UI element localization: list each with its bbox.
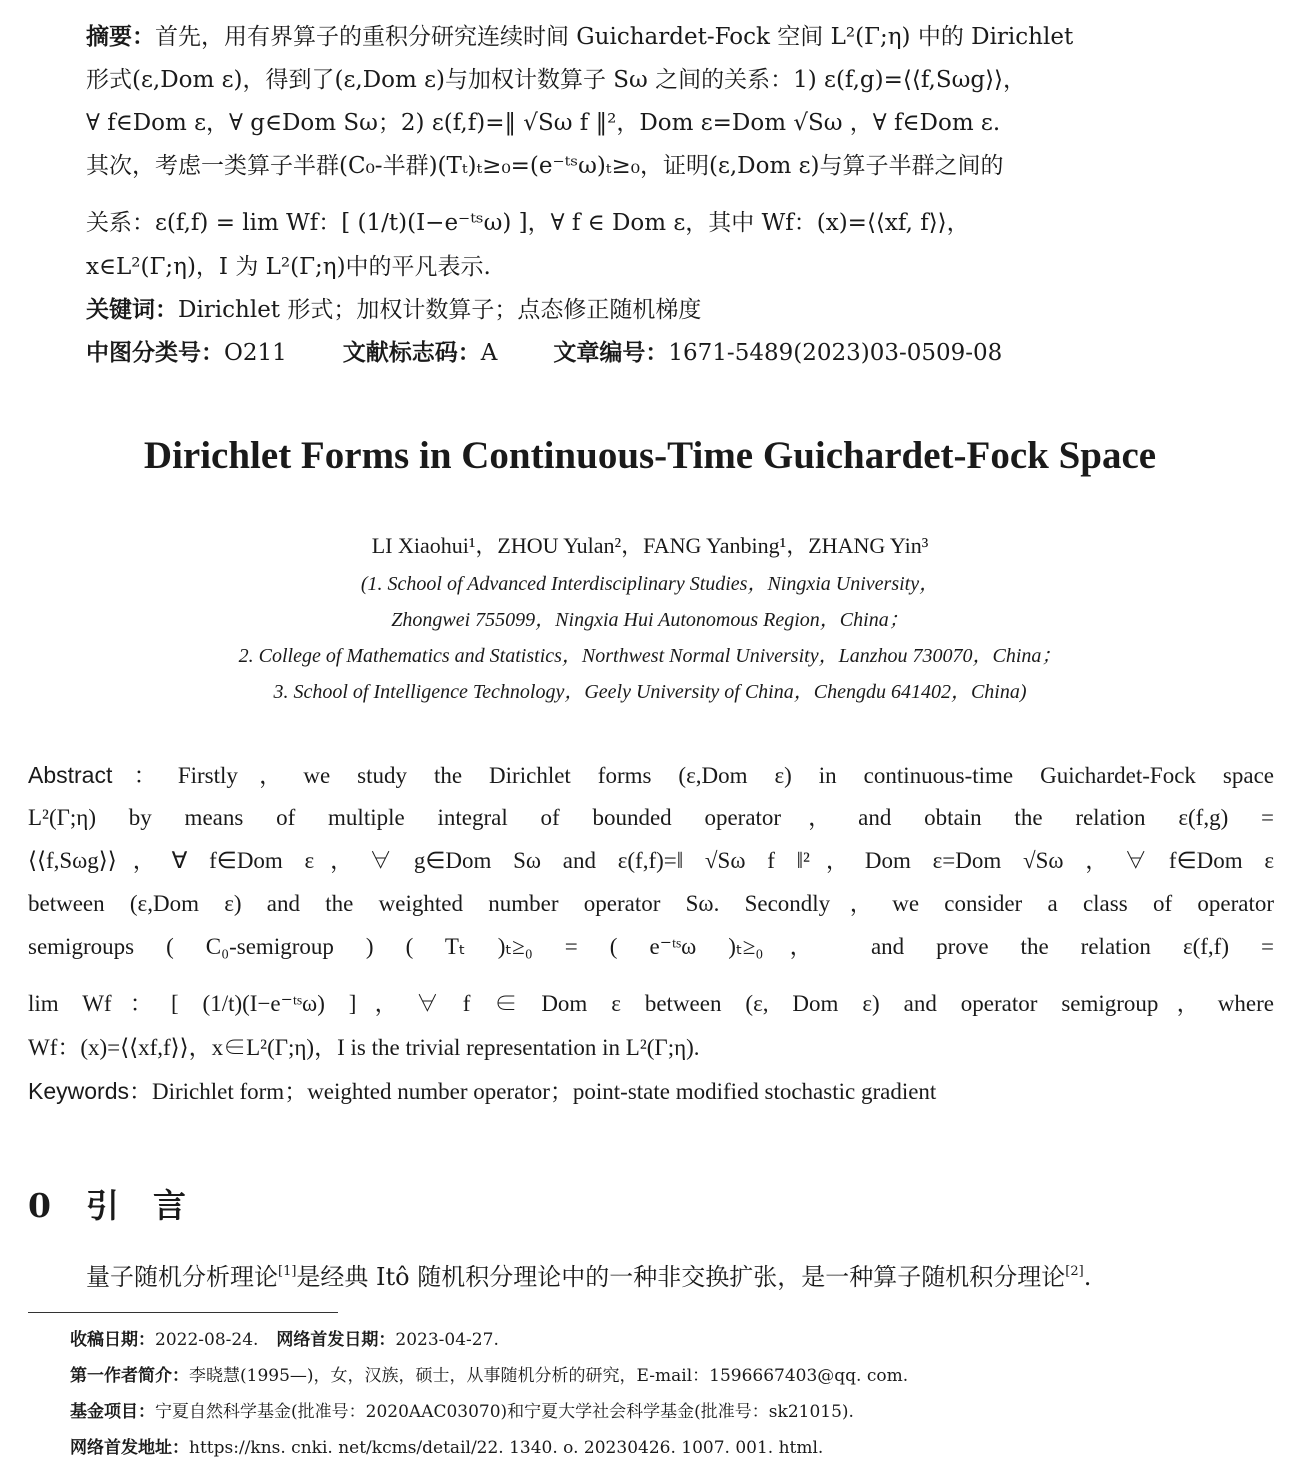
section-number: 0	[28, 1186, 51, 1225]
doc-code-value: A	[480, 340, 498, 366]
chinese-abstract-block	[86, 22, 1216, 368]
footnote-divider	[28, 1312, 338, 1313]
received-date: 2022-08-24.	[155, 1330, 259, 1350]
author-list: LI Xiaohui¹，ZHOU Yulan²，FANG Yanbing¹，ZHANG Yin³	[371, 533, 929, 558]
cn-abstract-line: 摘要：首先，用有界算子的重积分研究连续时间 Guichardet-Fock 空间 L²(Γ;η) 中的 Dirichlet	[86, 24, 1074, 50]
en-keywords-label: Keywords：	[28, 1078, 152, 1104]
affiliation-line: 2. College of Mathematics and Statistics，Northwest Normal University，Lanzhou 730070，China；	[238, 645, 1062, 667]
affiliation-line: 3. School of Intelligence Technology，Geely University of China，Chengdu 641402，China)	[273, 681, 1027, 703]
affiliation-line: (1. School of Advanced Interdisciplinary Studies，Ningxia University，	[360, 573, 940, 595]
doc-code-label: 文献标志码：	[342, 340, 481, 366]
footnote-author: 第一作者简介：李晓慧(1995—)，女，汉族，硕士，从事随机分析的研究，E-mail：1596667403@qq. com.	[70, 1366, 909, 1386]
english-title: Dirichlet Forms in Continuous-Time Guichardet-Fock Space	[143, 434, 1157, 477]
article-number-value: 1671-5489(2023)03-0509-08	[668, 340, 1003, 366]
classification-row	[86, 338, 1216, 368]
online-date: 2023-04-27.	[395, 1330, 499, 1350]
en-abstract-line: Wf：(x)=⟨⟨xf,f⟩⟩，x∈L²(Γ;η)，I is the trivial representation in L²(Γ;η).	[28, 1035, 700, 1060]
en-abstract-label: Abstract：	[28, 762, 178, 788]
en-abstract-line: L²(Γ;η) by means of multiple integral of bounded operator，and obtain the relation ε(f,g) =	[28, 805, 1274, 830]
cn-abstract-line: ∀ f∈Dom ε，∀ g∈Dom Sω；2) ε(f,f)=‖ √Sω f ‖²，Dom ε=Dom √Sω ，∀ f∈Dom ε.	[86, 110, 1001, 136]
cn-abstract-line: 形式(ε,Dom ε)，得到了(ε,Dom ε)与加权计数算子 Sω 之间的关系：1) ε(f,g)=⟨⟨f,Sωg⟩⟩，	[86, 67, 1027, 93]
citation-ref[interactable]: [1]	[278, 1264, 297, 1279]
section-heading	[28, 1186, 220, 1226]
en-abstract-line: lim Wf：[ (1/t)(I−e⁻ᵗˢω) ]，∀ f ∈ Dom ε between (ε, Dom ε) and operator semigroup，where	[28, 991, 1274, 1016]
article-number-label: 文章编号：	[553, 340, 669, 366]
cn-keywords: 关键词：Dirichlet 形式；加权计数算子；点态修正随机梯度	[86, 297, 702, 323]
en-abstract-line: semigroups ( C₀-semigroup ) ( Tₜ )ₜ≥₀ = ( e⁻ᵗˢω )ₜ≥₀， and prove the relation ε(f,f) =	[28, 934, 1274, 959]
english-abstract-block	[28, 760, 1274, 1119]
en-keywords: Keywords：Dirichlet form；weighted number operator；point-state modified stochastic gradient	[28, 1078, 937, 1104]
footnote-url: 网络首发地址：https://kns. cnki. net/kcms/detail/22. 1340. o. 20230426. 1007. 001. html.	[70, 1438, 824, 1458]
affiliation-line: Zhongwei 755099，Ningxia Hui Autonomous Region，China；	[391, 609, 909, 631]
cn-abstract-line: x∈L²(Γ;η)，I 为 L²(Γ;η)中的平凡表示.	[86, 254, 491, 280]
footnote-dates: 收稿日期：2022-08-24. 网络首发日期：2023-04-27.	[70, 1330, 499, 1350]
online-url-link[interactable]: https://kns. cnki. net/kcms/detail/22. 1340. o. 20230426. 1007. 001. html.	[189, 1438, 824, 1458]
cn-abstract-label: 摘要：	[86, 24, 155, 50]
section-title: 引言	[86, 1186, 220, 1225]
footnote-funding: 基金项目：宁夏自然科学基金(批准号：2020AAC03070)和宁夏大学社会科学基金(批准号：sk21015).	[70, 1402, 854, 1422]
footnotes-block	[70, 1322, 1270, 1466]
cn-keywords-label: 关键词：	[86, 297, 178, 323]
clc-label: 中图分类号：	[86, 340, 224, 366]
en-abstract-line: ⟨⟨f,Sωg⟩⟩，∀ f∈Dom ε，∀ g∈Dom Sω and ε(f,f)=‖ √Sω f ‖²，Dom ε=Dom √Sω ，∀ f∈Dom ε	[28, 848, 1274, 873]
intro-paragraph: 量子随机分析理论[1]是经典 Itô 随机积分理论中的一种非交换扩张，是一种算子随机积分理论[2].	[86, 1263, 1092, 1291]
en-abstract-line: between (ε,Dom ε) and the weighted number operator Sω. Secondly，we consider a class of operator	[28, 891, 1274, 916]
citation-ref[interactable]: [2]	[1065, 1264, 1084, 1279]
clc-value: O211	[224, 340, 287, 366]
en-abstract-line: Abstract：Firstly，we study the Dirichlet forms (ε,Dom ε) in continuous-time Guichardet-Fock space	[28, 762, 1274, 788]
cn-abstract-line: 关系：ε(f,f) = lim Wf：[ (1/t)(I−e⁻ᵗˢω) ]，∀ f ∈ Dom ε，其中 Wf：(x)=⟨⟨xf, f⟩⟩，	[86, 210, 970, 236]
cn-abstract-line: 其次，考虑一类算子半群(C₀-半群)(Tₜ)ₜ≥₀=(e⁻ᵗˢω)ₜ≥₀，证明(ε,Dom ε)与算子半群之间的	[86, 153, 1004, 179]
